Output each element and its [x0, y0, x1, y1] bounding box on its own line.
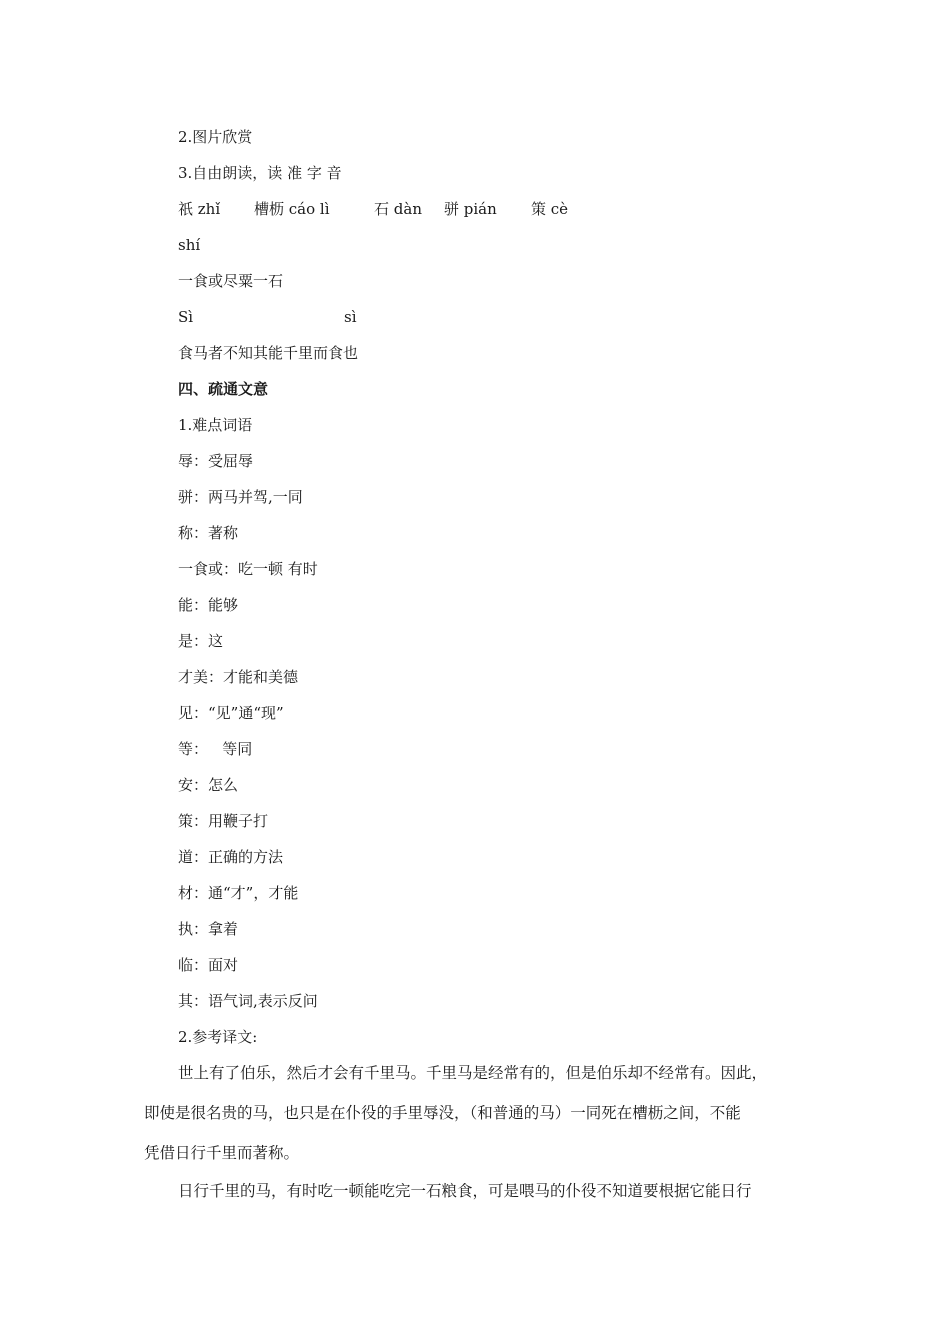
vocab-item: 执：拿着 [178, 920, 239, 938]
pinyin-si-right: sì [344, 308, 357, 326]
pinyin-dan: 石 dàn [374, 200, 422, 218]
translation-p1-line1: 世上有了伯乐，然后才会有千里马。千里马是经常有的，但是伯乐却不经常有。因此， [178, 1064, 768, 1082]
pinyin-shi: shí [178, 236, 201, 254]
line-yishi: 一食或尽粟一石 [178, 272, 284, 290]
pinyin-ce: 策 cè [531, 200, 569, 218]
item-free-reading: 3.自由朗读，读 准 字 音 [178, 164, 342, 182]
vocab-item: 是：这 [178, 632, 224, 650]
translation-p1-line3: 凭借日行千里而著称。 [144, 1144, 300, 1162]
vocab-item: 道：正确的方法 [178, 848, 284, 866]
vocab-item: 策：用鞭子打 [178, 812, 269, 830]
heading-section-four: 四、疏通文意 [178, 380, 269, 398]
vocab-item: 其：语气词,表示反问 [178, 992, 318, 1010]
vocab-item: 一食或：吃一顿 有时 [178, 560, 318, 578]
vocab-item: 临：面对 [178, 956, 239, 974]
vocab-item: 安：怎么 [178, 776, 239, 794]
vocab-item: 材：通“才”，才能 [178, 884, 299, 902]
vocab-item: 能：能够 [178, 596, 239, 614]
translation-p1-line2: 即使是很名贵的马，也只是在仆役的手里辱没，（和普通的马）一同死在槽枥之间，不能 [144, 1104, 741, 1122]
vocab-item: 骈：两马并驾,一同 [178, 488, 303, 506]
vocab-title: 1.难点词语 [178, 416, 253, 434]
vocab-item: 才美：才能和美德 [178, 668, 299, 686]
vocab-item: 称：著称 [178, 524, 239, 542]
pinyin-si-left: Sì [178, 308, 194, 326]
vocab-item: 辱：受屈辱 [178, 452, 254, 470]
pinyin-caoli: 槽枥 cáo lì [254, 200, 330, 218]
translation-title: 2.参考译文: [178, 1028, 258, 1046]
translation-p2-line1: 日行千里的马，有时吃一顿能吃完一石粮食，可是喂马的仆役不知道要根据它能日行 [178, 1182, 752, 1200]
pronunciation-row [178, 199, 598, 219]
pinyin-zhi: 祇 zhǐ [178, 200, 221, 218]
line-shima: 食马者不知其能千里而食也 [178, 344, 359, 362]
vocab-item: 等： 等同 [178, 740, 253, 758]
pinyin-pian: 骈 pián [444, 200, 497, 218]
item-picture-appreciation: 2.图片欣赏 [178, 128, 253, 146]
vocab-item: 见：“见”通“现” [178, 704, 284, 722]
